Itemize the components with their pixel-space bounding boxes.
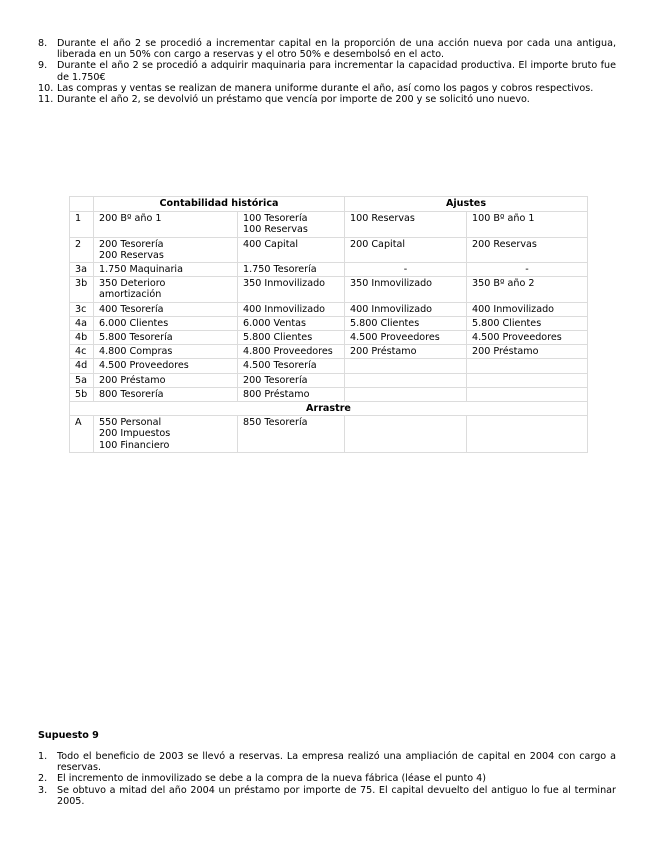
table-row [70, 212, 588, 237]
hist-debit [94, 237, 238, 262]
entry-id [70, 237, 94, 262]
list-item [38, 60, 616, 82]
cell-line: A [75, 417, 82, 429]
supuesto-list [38, 751, 616, 807]
adj-debit [345, 373, 467, 387]
adj-credit [467, 416, 588, 453]
cell-line: 5.800 Clientes [472, 317, 542, 329]
table-row [70, 331, 588, 345]
hist-debit [94, 359, 238, 373]
adj-credit [467, 359, 588, 373]
accounting-table [69, 196, 588, 453]
cell-line: 4d [75, 360, 88, 372]
item-number: 1. [38, 751, 48, 762]
item-number: 9. [38, 60, 48, 72]
cell-line: 200 Préstamo [472, 346, 539, 358]
cell-line: 4.500 Proveedores [350, 332, 440, 344]
cell-line: 5.800 Clientes [243, 332, 313, 344]
hist-credit [238, 331, 345, 345]
table-row [70, 416, 588, 453]
cell-line: 4.800 Compras [99, 346, 173, 358]
cell-line: 1.750 Maquinaria [99, 264, 183, 276]
cell-line: 4.800 Proveedores [243, 346, 333, 358]
hist-credit [238, 345, 345, 359]
entry-id [70, 416, 94, 453]
statement-list [38, 38, 616, 105]
hist-debit [94, 345, 238, 359]
cell-line: 400 Inmovilizado [472, 303, 555, 315]
cell-line: 3a [75, 264, 87, 276]
hist-credit [238, 416, 345, 453]
entry-id [70, 277, 94, 302]
adj-debit [345, 416, 467, 453]
entry-id [70, 263, 94, 277]
cell-line: 1 [75, 213, 82, 225]
entry-id [70, 373, 94, 387]
cell-line: 200 Préstamo [350, 346, 417, 358]
header-historical: Contabilidad histórica [94, 197, 345, 212]
list-item [38, 773, 616, 784]
hist-credit [238, 263, 345, 277]
adj-credit [467, 302, 588, 316]
hist-debit [94, 331, 238, 345]
cell-line: 4.500 Tesorería [243, 360, 317, 372]
cell-line: 5.800 Tesorería [99, 332, 173, 344]
hist-credit [238, 212, 345, 237]
hist-debit [94, 212, 238, 237]
cell-line: 350 Bº año 2 [472, 278, 535, 290]
cell-line: 400 Capital [243, 238, 299, 250]
cell-line: 200 Préstamo [99, 374, 166, 386]
cell-line: 100 Reservas [243, 224, 308, 236]
cell-line: 100 Bº año 1 [472, 213, 535, 225]
list-item [38, 38, 616, 60]
section-title: Supuesto 9 [38, 730, 99, 741]
cell-line: - [525, 264, 529, 276]
cell-line: 100 Reservas [350, 213, 415, 225]
item-text: Todo el beneficio de 2003 se llevó a reservas. La empresa realizó una ampliación de capital en 2004 con cargo a reservas. [57, 751, 616, 774]
item-number: 3. [38, 784, 48, 796]
adj-credit [467, 387, 588, 401]
hist-credit [238, 387, 345, 401]
adj-debit [345, 331, 467, 345]
item-text: El incremento de inmovilizado se debe a la compra de la nueva fábrica (léase el punto 4) [57, 773, 487, 785]
entry-id [70, 302, 94, 316]
hist-debit [94, 277, 238, 302]
cell-line: 3b [75, 278, 88, 290]
cell-line: 350 Inmovilizado [350, 278, 433, 290]
cell-line: 4.500 Proveedores [99, 360, 189, 372]
adj-debit [345, 212, 467, 237]
item-number: 2. [38, 773, 48, 785]
cell-line: 4c [75, 346, 87, 358]
cell-line: 5a [75, 374, 87, 386]
cell-line: 200 Reservas [99, 249, 164, 261]
adj-credit [467, 373, 588, 387]
adj-credit [467, 212, 588, 237]
header-blank [70, 197, 94, 212]
hist-debit [94, 316, 238, 330]
adj-debit [345, 387, 467, 401]
item-text: Las compras y ventas se realizan de manera uniforme durante el año, así como los pagos y cobros respectivos. [57, 82, 594, 94]
adj-debit [345, 302, 467, 316]
adj-debit [345, 345, 467, 359]
list-item [38, 785, 616, 807]
entry-id [70, 359, 94, 373]
cell-line: 1.750 Tesorería [243, 264, 317, 276]
item-number: 10. [38, 82, 54, 94]
entry-id [70, 387, 94, 401]
hist-credit [238, 277, 345, 302]
table-row [70, 237, 588, 262]
adj-debit [345, 277, 467, 302]
cell-line: 5b [75, 388, 88, 400]
cell-line: amortización [99, 289, 162, 301]
cell-line: 350 Deterioro [99, 278, 166, 290]
table-row [70, 373, 588, 387]
adj-credit [467, 316, 588, 330]
hist-credit [238, 373, 345, 387]
adj-credit [467, 237, 588, 262]
cell-line: 6.000 Clientes [99, 317, 169, 329]
item-text: Se obtuvo a mitad del año 2004 un préstamo por importe de 75. El capital devuelto del antiguo lo fue al terminar 2005. [57, 784, 616, 807]
cell-line: 100 Tesorería [243, 213, 308, 225]
cell-line: 3c [75, 303, 87, 315]
item-number: 8. [38, 38, 48, 49]
cell-line: 200 Tesorería [243, 374, 308, 386]
cell-line: 400 Inmovilizado [243, 303, 326, 315]
cell-line: 800 Tesorería [99, 388, 164, 400]
cell-line: 400 Inmovilizado [350, 303, 433, 315]
cell-line: 6.000 Ventas [243, 317, 306, 329]
header-adjustments: Ajustes [345, 197, 588, 212]
table-row [70, 316, 588, 330]
arrastre-header-row [70, 402, 588, 416]
cell-line: 4b [75, 332, 88, 344]
table-row [70, 359, 588, 373]
cell-line: 800 Préstamo [243, 388, 310, 400]
hist-credit [238, 237, 345, 262]
entry-id [70, 331, 94, 345]
cell-line: 200 Impuestos [99, 428, 171, 440]
adj-credit [467, 263, 588, 277]
table-row [70, 387, 588, 401]
adj-credit [467, 331, 588, 345]
table-row [70, 263, 588, 277]
cell-line: 200 Bº año 1 [99, 213, 162, 225]
cell-line: 4.500 Proveedores [472, 332, 562, 344]
list-item [38, 94, 616, 105]
cell-line: 4a [75, 317, 87, 329]
cell-line: 200 Capital [350, 238, 406, 250]
item-text: Durante el año 2, se devolvió un préstamo que vencía por importe de 200 y se solicitó uno nuevo. [57, 94, 530, 106]
table-row [70, 277, 588, 302]
entry-id [70, 212, 94, 237]
entry-id [70, 316, 94, 330]
adj-debit [345, 237, 467, 262]
adj-debit [345, 263, 467, 277]
hist-credit [238, 359, 345, 373]
hist-credit [238, 316, 345, 330]
cell-line: 550 Personal [99, 417, 162, 429]
cell-line: 100 Financiero [99, 439, 170, 451]
hist-debit [94, 302, 238, 316]
adj-debit [345, 316, 467, 330]
list-item [38, 83, 616, 94]
hist-debit [94, 387, 238, 401]
item-number: 11. [38, 94, 54, 106]
table-row [70, 345, 588, 359]
table-header-row [70, 197, 588, 212]
cell-line: 850 Tesorería [243, 417, 308, 429]
entry-id [70, 345, 94, 359]
table-row [70, 302, 588, 316]
cell-line: 5.800 Clientes [350, 317, 420, 329]
cell-line: 200 Tesorería [99, 238, 164, 250]
list-item [38, 751, 616, 773]
cell-line: - [403, 264, 408, 276]
hist-debit [94, 416, 238, 453]
item-text: Durante el año 2 se procedió a adquirir maquinaria para incrementar la capacidad productiva. El importe bruto fue de 1.750€ [57, 60, 616, 83]
adj-credit [467, 345, 588, 359]
arrastre-label: Arrastre [70, 402, 588, 416]
hist-credit [238, 302, 345, 316]
cell-line: 2 [75, 238, 82, 250]
cell-line: 400 Tesorería [99, 303, 164, 315]
adj-credit [467, 277, 588, 302]
cell-line: 200 Reservas [472, 238, 537, 250]
hist-debit [94, 373, 238, 387]
adj-debit [345, 359, 467, 373]
cell-line: 350 Inmovilizado [243, 278, 326, 290]
item-text: Durante el año 2 se procedió a incrementar capital en la proporción de una acción nueva por cada una antigua, liberada en un 50% con cargo a reservas y el otro 50% e desembolsó en el acto. [57, 38, 616, 61]
hist-debit [94, 263, 238, 277]
